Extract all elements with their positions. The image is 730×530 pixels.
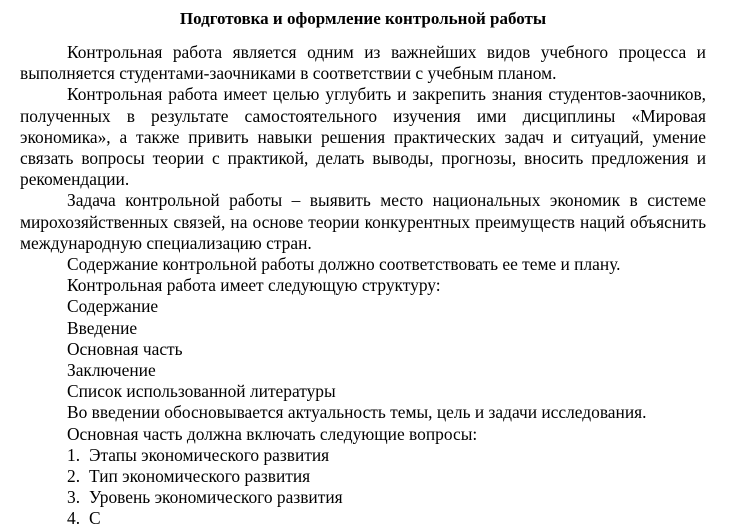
paragraph-introduction-desc: Во введении обосновывается актуальность темы, цель и задачи исследования. — [67, 402, 647, 423]
paragraph-goal: Контрольная работа имеет целью углубить и закрепить знания студентов-заочников, полученных в результате самостоятельного изучения ими дисциплины «Мировая экономика», а также привить навыки решения практических задач и ситуаций, умение связать вопросы теории с практикой, делать выводы, прогнозы, вносить предложения и рекомендации. — [20, 84, 706, 190]
document-title: Подготовка и оформление контрольной работы — [179, 9, 547, 28]
list-item-text: Уровень экономического развития — [89, 487, 343, 508]
questions-list — [20, 445, 706, 530]
paragraph-intro: Контрольная работа является одним из важнейших видов учебного процесса и выполняется студентами-заочниками в соответствии с учебным планом. — [20, 42, 706, 84]
paragraph-main-part-desc: Основная часть должна включать следующие вопросы: — [67, 423, 478, 444]
list-item-number: 2. — [67, 466, 81, 487]
structure-item-conclusion: Заключение — [67, 360, 156, 381]
list-item-number: 3. — [67, 487, 81, 508]
structure-item-references: Список использованной литературы — [67, 381, 336, 402]
list-item — [20, 508, 706, 529]
list-item-text: Тип экономического развития — [89, 466, 311, 487]
structure-item-introduction: Введение — [67, 317, 138, 338]
paragraph-content: Содержание контрольной работы должно соответствовать ее теме и плану. — [67, 254, 621, 275]
list-item — [20, 487, 706, 508]
list-item-number: 4. — [67, 508, 81, 529]
list-item-text: Этапы экономического развития — [89, 444, 330, 465]
list-item-text: С — [89, 508, 101, 529]
list-item — [20, 445, 706, 466]
structure-item-contents: Содержание — [67, 296, 159, 317]
list-item-number: 1. — [67, 444, 81, 465]
structure-item-main-part: Основная часть — [67, 338, 183, 359]
paragraph-task: Задача контрольной работы – выявить место национальных экономик в системе мирохозяйственных связей, на основе теории конкурентных преимуществ наций объяснить международную специализацию стран. — [20, 190, 706, 253]
list-item — [20, 466, 706, 487]
paragraph-structure: Контрольная работа имеет следующую структуру: — [67, 275, 441, 296]
